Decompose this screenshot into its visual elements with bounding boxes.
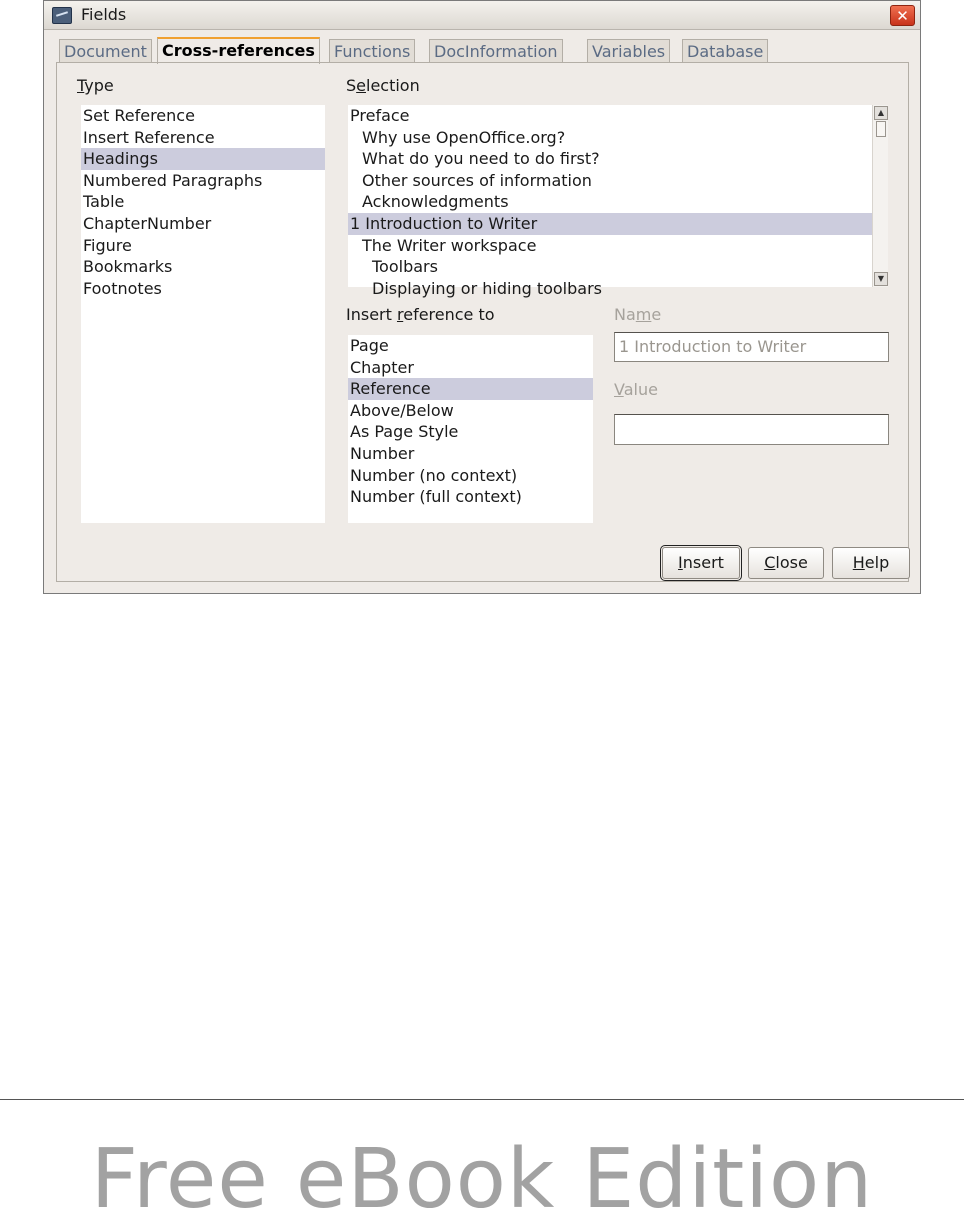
insert-reference-item[interactable]: Reference [348, 378, 593, 400]
insert-reference-item[interactable]: Number (no context) [350, 465, 518, 485]
fields-dialog [43, 0, 921, 594]
selection-list-item[interactable]: Preface [350, 106, 410, 125]
tab-variables[interactable]: Variables [587, 39, 670, 63]
type-list-item[interactable]: ChapterNumber [83, 213, 212, 233]
tab-page [56, 62, 909, 582]
name-field[interactable]: 1 Introduction to Writer [614, 332, 889, 362]
help-button[interactable]: Help [832, 547, 910, 579]
selection-scrollbar[interactable] [872, 105, 888, 287]
footer-watermark: Free eBook Edition [90, 1132, 874, 1227]
insert-reference-list[interactable] [348, 335, 593, 523]
selection-label: Selection [346, 76, 420, 95]
type-list-item[interactable]: Numbered Paragraphs [83, 170, 263, 190]
type-label: Type [77, 76, 114, 95]
scroll-up-arrow-icon[interactable]: ▲ [874, 106, 888, 120]
tab-cross-references[interactable]: Cross-references [157, 37, 320, 64]
scroll-down-arrow-icon[interactable]: ▼ [874, 272, 888, 286]
insert-reference-item[interactable]: Chapter [350, 357, 414, 377]
type-list-item[interactable]: Table [83, 192, 125, 212]
selection-list-item[interactable]: Other sources of information [362, 170, 592, 190]
insert-reference-item[interactable]: Page [350, 336, 389, 355]
close-button[interactable]: Close [748, 547, 824, 579]
close-window-button[interactable]: ✕ [890, 5, 915, 26]
value-field[interactable] [614, 414, 889, 445]
selection-list-item[interactable]: The Writer workspace [362, 235, 537, 255]
type-list-item[interactable]: Set Reference [83, 106, 195, 125]
selection-list[interactable] [348, 105, 888, 298]
name-label: Name [614, 305, 662, 324]
selection-list-item[interactable]: 1 Introduction to Writer [348, 213, 888, 235]
selection-list-item[interactable]: What do you need to do first? [362, 149, 600, 169]
app-icon [52, 7, 72, 24]
tab-database[interactable]: Database [682, 39, 768, 63]
selection-list-item[interactable]: Why use OpenOffice.org? [362, 127, 566, 147]
type-list[interactable] [81, 105, 325, 523]
type-list-item[interactable]: Footnotes [83, 278, 162, 298]
tab-docinformation[interactable]: DocInformation [429, 39, 563, 63]
insert-reference-label: Insert reference to [346, 305, 495, 324]
insert-reference-item[interactable]: Number (full context) [350, 487, 522, 507]
footer-rule [0, 1099, 964, 1100]
scroll-thumb[interactable] [876, 121, 886, 137]
title-bar[interactable] [44, 1, 920, 30]
selection-list-item[interactable]: Displaying or hiding toolbars [372, 278, 602, 298]
tab-document[interactable]: Document [59, 39, 152, 63]
type-list-item[interactable]: Bookmarks [83, 257, 173, 277]
type-list-item[interactable]: Insert Reference [83, 127, 215, 147]
type-list-item[interactable]: Headings [81, 148, 325, 170]
tab-functions[interactable]: Functions [329, 39, 415, 63]
insert-button[interactable]: Insert [662, 547, 740, 579]
type-list-item[interactable]: Figure [83, 235, 132, 255]
insert-reference-item[interactable]: Number [350, 443, 415, 463]
selection-list-item[interactable]: Acknowledgments [362, 192, 509, 212]
selection-list-item[interactable]: Toolbars [372, 257, 438, 277]
window-title: Fields [81, 5, 127, 24]
value-label: Value [614, 380, 658, 399]
insert-reference-item[interactable]: Above/Below [350, 400, 454, 420]
insert-reference-item[interactable]: As Page Style [350, 422, 459, 442]
